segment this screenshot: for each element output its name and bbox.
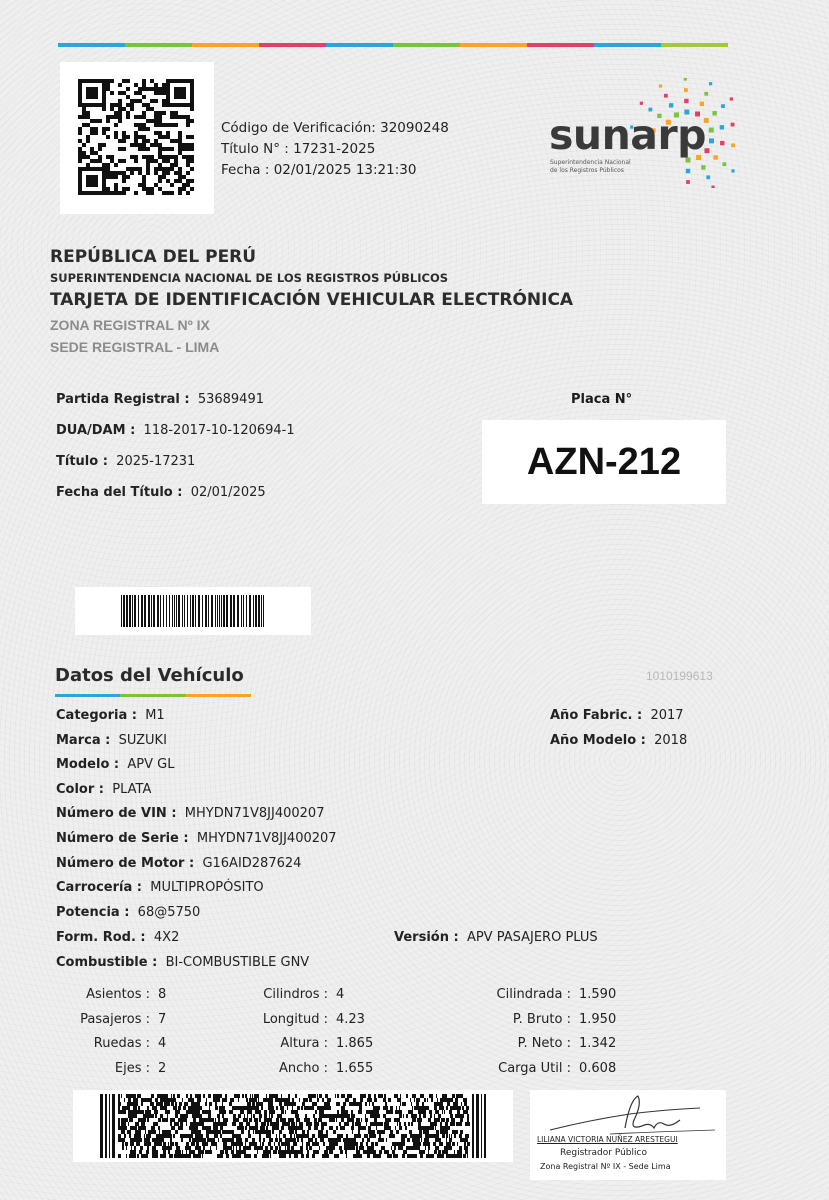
serie-row [56,831,337,846]
placa-box [482,420,726,504]
stripe-segment [527,43,594,47]
stripe-segment [125,43,192,47]
verification-block [221,118,449,181]
marca-value: SUZUKI [118,733,167,748]
stripe-segment [393,43,460,47]
dua-label: DUA/DAM : [56,423,136,438]
carroceria-label: Carrocería : [56,880,142,895]
cilindrada-value: 1.590 [579,987,617,1002]
dua-value: 118-2017-10-120694-1 [143,423,295,438]
version-label: Versión : [394,930,459,945]
header-tarjeta: TARJETA DE IDENTIFICACIÓN VEHICULAR ELECTRÓNICA [50,290,574,310]
section-title-underline [55,694,251,697]
version-row [394,930,598,945]
carga-label: Carga Util : [498,1061,571,1076]
signer-role: Registrador Público [560,1148,647,1158]
section-title: Datos del Vehículo [55,665,244,686]
altura-label: Altura : [280,1036,328,1051]
ejes-value: 2 [158,1061,167,1076]
signature-block [530,1090,726,1180]
pasajeros-value: 7 [158,1012,167,1027]
color-row [56,782,151,797]
carroceria-value: MULTIPROPÓSITO [150,880,264,895]
longitud-label: Longitud : [262,1012,328,1027]
fecha-titulo-row [56,485,266,500]
version-value: APV PASAJERO PLUS [466,930,598,945]
stripe-segment [58,43,125,47]
cilindros-label: Cilindros : [263,987,328,1002]
marca-row [56,733,167,748]
titulo-value: 2025-17231 [116,454,196,469]
signer-zone: Zona Registral Nº IX - Sede Lima [540,1162,671,1171]
vin-value: MHYDN71V8JJ400207 [184,806,325,821]
ejes-label: Ejes : [114,1061,150,1076]
motor-value: G16AID287624 [202,856,302,871]
partida-label: Partida Registral : [56,392,190,407]
pneto-value: 1.342 [579,1036,617,1051]
fecha-titulo-value: 02/01/2025 [190,485,266,500]
header-sede: SEDE REGISTRAL - LIMA [50,339,220,355]
combustible-label: Combustible : [56,955,158,970]
vin-label: Número de VIN : [56,806,177,821]
cilindrada-label: Cilindrada : [496,987,571,1002]
header-zona: ZONA REGISTRAL Nº IX [50,317,210,333]
qr-code-icon [78,79,194,195]
logo-subtitle-line2: de los Registros Públicos [550,167,624,174]
underline-segment [186,694,251,697]
pbruto-value: 1.950 [579,1012,617,1027]
logo-subtitle-line1: Superintendencia Nacional [550,159,631,166]
barcode-2d [73,1090,513,1162]
potencia-row [56,905,200,920]
color-value: PLATA [112,782,152,797]
ancho-value: 1.655 [336,1061,374,1076]
placa-label: Placa N° [571,392,633,407]
anio-fab-value: 2017 [650,708,684,723]
signer-name: LILIANA VICTORIA NUÑEZ ARESTEGUI [537,1135,678,1144]
dua-row [56,423,295,438]
longitud-value: 4.23 [336,1012,365,1027]
ancho-label: Ancho : [279,1061,328,1076]
categoria-value: M1 [145,708,165,723]
pneto-label: P. Neto : [517,1036,571,1051]
anio-fab-row [550,708,684,723]
pdf417-barcode-icon [100,1094,486,1158]
sunarp-logo [548,78,738,188]
logo-subtitle [550,159,631,175]
anio-mod-row [550,733,687,748]
titulo-label: Título : [56,454,108,469]
fecha-titulo-label: Fecha del Título : [56,485,183,500]
underline-segment [120,694,185,697]
categoria-label: Categoria : [56,708,137,723]
barcode-small [75,587,311,635]
anio-mod-label: Año Modelo : [550,733,646,748]
barcode-icon [121,595,266,627]
potencia-label: Potencia : [56,905,130,920]
verification-code: Código de Verificación: 32090248 [221,120,449,136]
titulo-row [56,454,195,469]
modelo-value: APV GL [127,757,175,772]
vin-row [56,806,324,821]
verification-title-number: Título N° : 17231-2025 [221,141,376,157]
verification-date: Fecha : 02/01/2025 13:21:30 [221,162,417,178]
ruedas-value: 4 [158,1036,167,1051]
combustible-row [56,955,309,970]
stripe-segment [594,43,661,47]
marca-label: Marca : [56,733,111,748]
asientos-label: Asientos : [86,987,150,1002]
asientos-value: 8 [158,987,167,1002]
serial-number: 1010199613 [646,669,713,683]
stripe-segment [460,43,527,47]
partida-row [56,392,264,407]
modelo-row [56,757,174,772]
motor-label: Número de Motor : [56,856,195,871]
motor-row [56,856,301,871]
underline-segment [55,694,120,697]
stripe-segment [192,43,259,47]
altura-value: 1.865 [336,1036,374,1051]
formrod-value: 4X2 [153,930,180,945]
cilindros-value: 4 [336,987,345,1002]
stripe-segment [259,43,326,47]
serie-value: MHYDN71V8JJ400207 [196,831,337,846]
color-stripe [58,43,728,47]
combustible-value: BI-COMBUSTIBLE GNV [165,955,310,970]
color-label: Color : [56,782,104,797]
ruedas-label: Ruedas : [93,1036,150,1051]
partida-value: 53689491 [197,392,264,407]
modelo-label: Modelo : [56,757,120,772]
stripe-segment [661,43,728,47]
header-republica: REPÚBLICA DEL PERÚ [50,247,257,267]
pbruto-label: P. Bruto : [512,1012,571,1027]
header-superintendencia: SUPERINTENDENCIA NACIONAL DE LOS REGISTROS PÚBLICOS [50,271,449,285]
carga-value: 0.608 [579,1061,617,1076]
carroceria-row [56,880,264,895]
logo-wordmark: sunarp [549,111,707,159]
qr-code [60,62,214,214]
formrod-row [56,930,179,945]
placa-value: AZN-212 [526,441,682,483]
stripe-segment [326,43,393,47]
serie-label: Número de Serie : [56,831,189,846]
categoria-row [56,708,165,723]
anio-fab-label: Año Fabric. : [550,708,643,723]
handwritten-signature-icon [530,1090,726,1140]
formrod-label: Form. Rod. : [56,930,146,945]
pasajeros-label: Pasajeros : [80,1012,150,1027]
anio-mod-value: 2018 [654,733,688,748]
potencia-value: 68@5750 [137,905,201,920]
